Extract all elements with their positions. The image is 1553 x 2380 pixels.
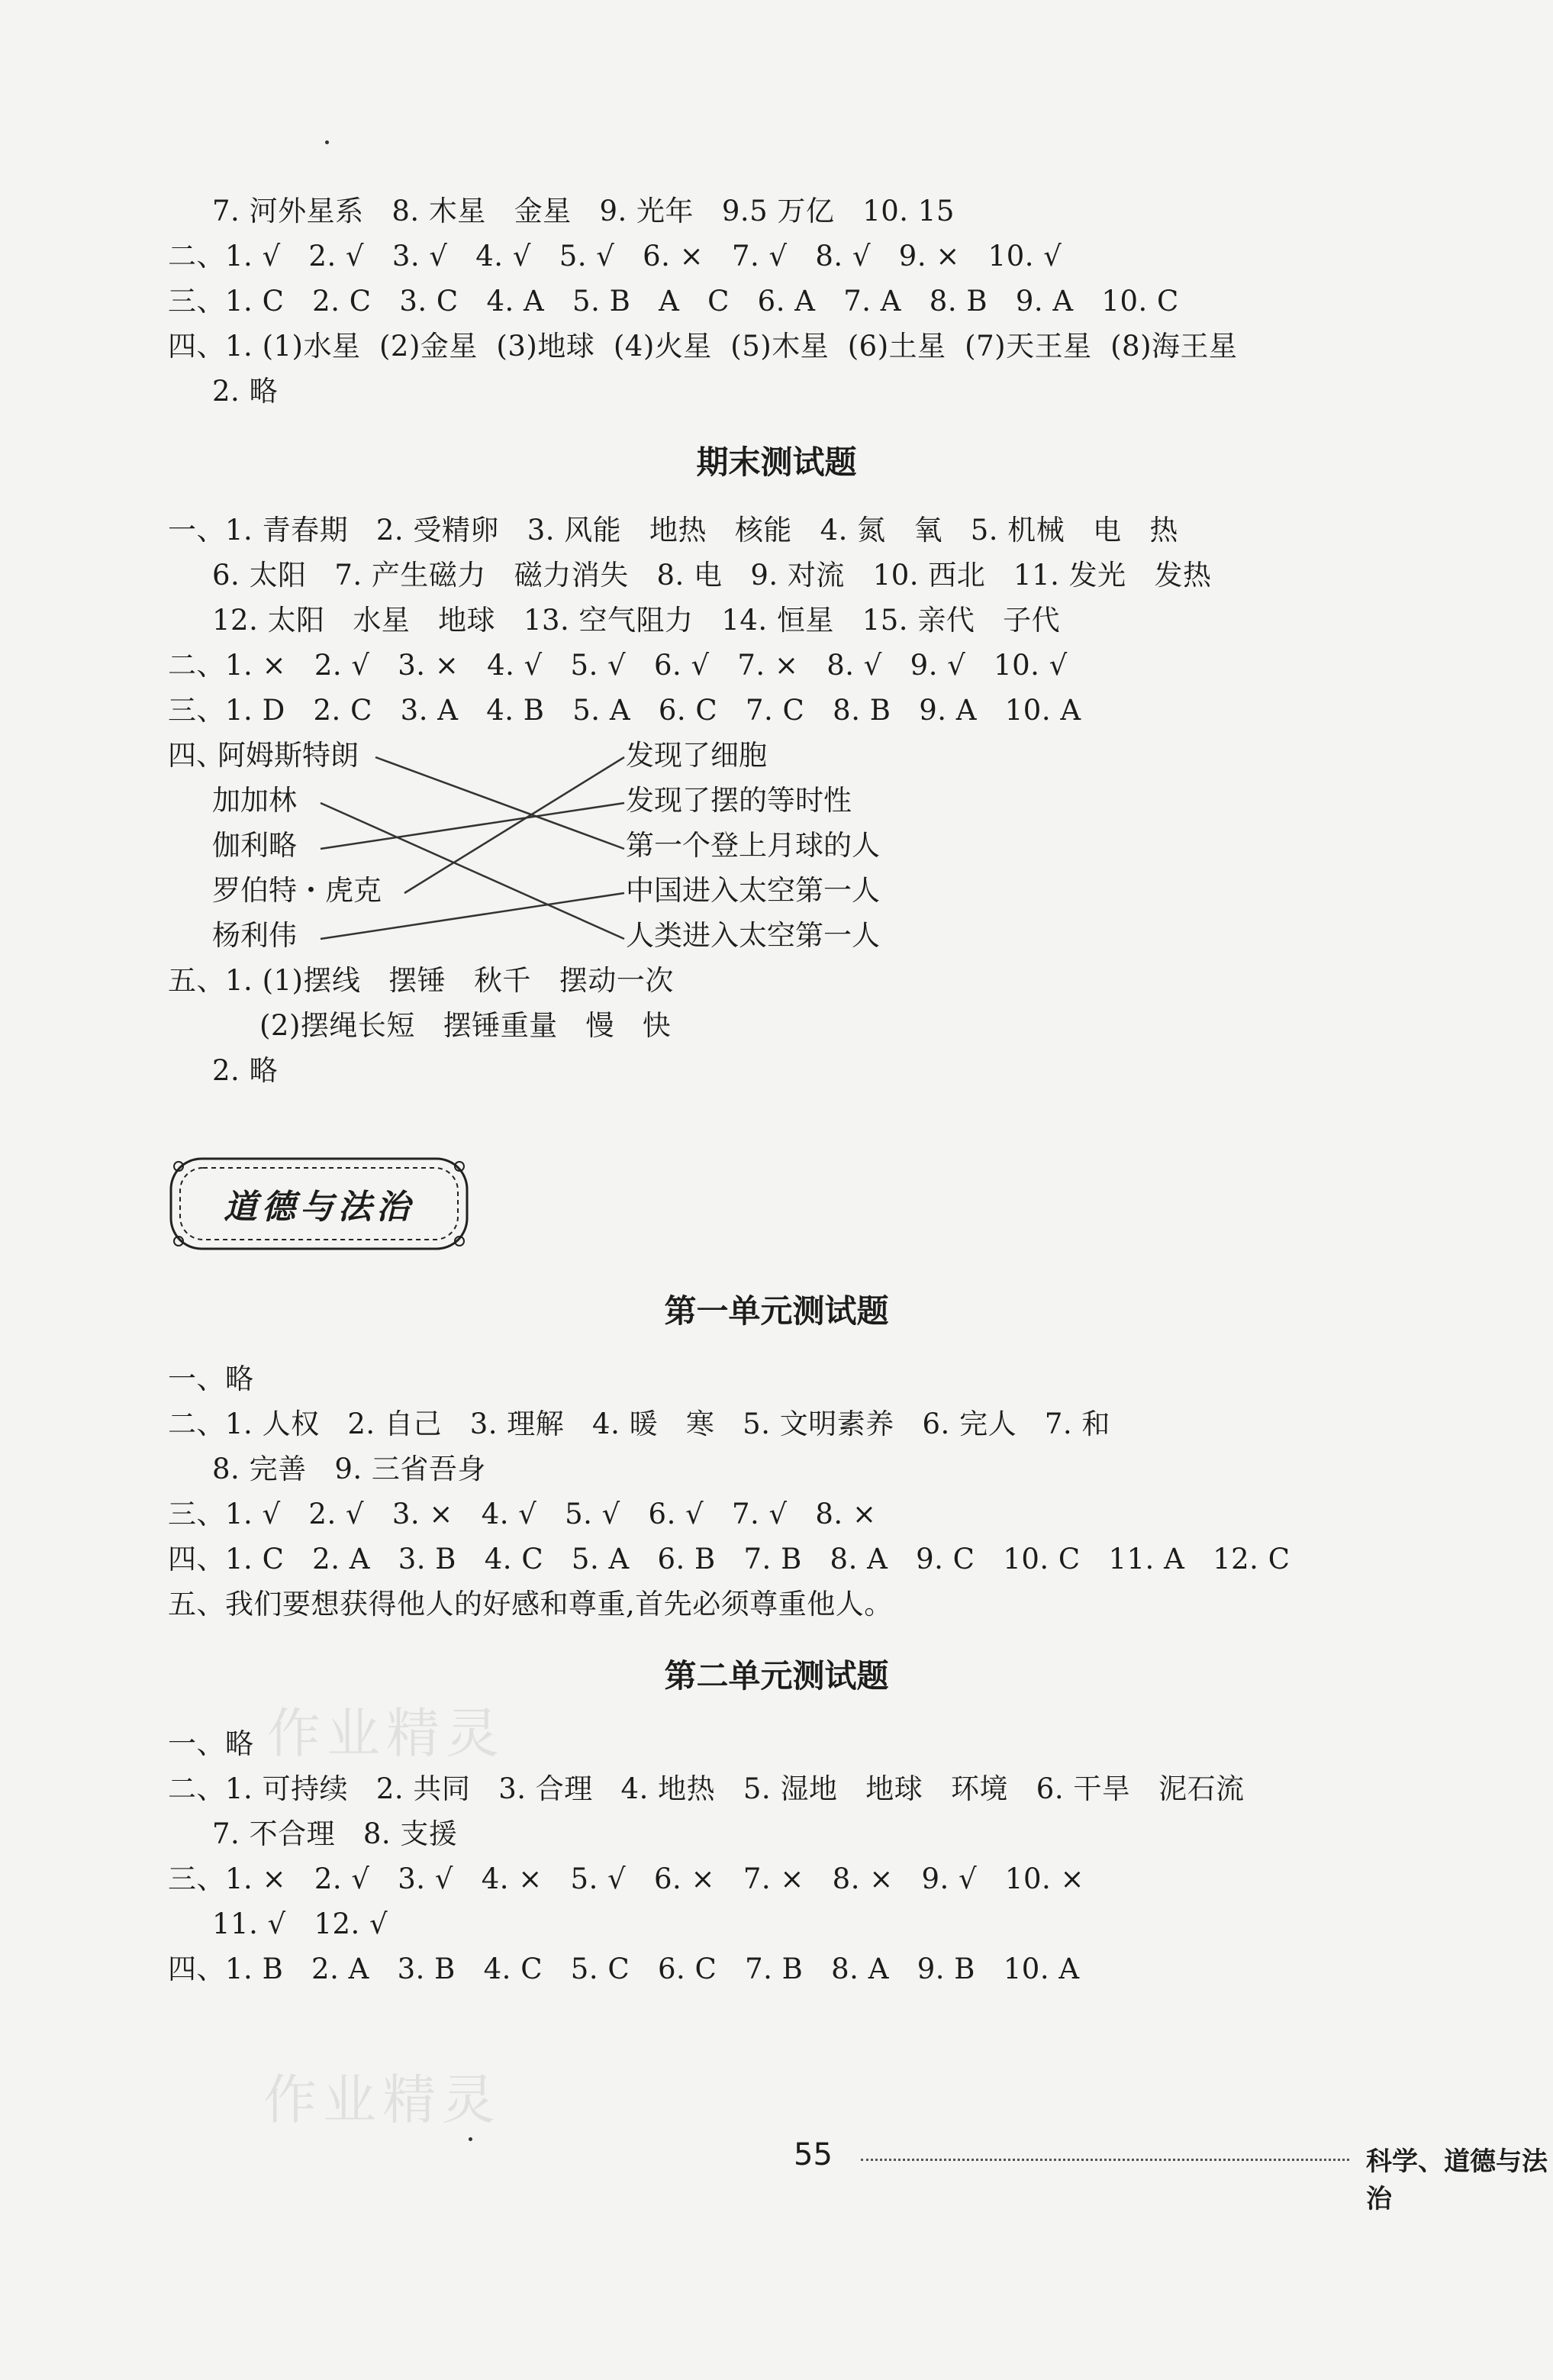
ft-part5-3: 2. 略 xyxy=(212,1054,279,1087)
ft-line-1: 一、1. 青春期 2. 受精卵 3. 风能 地热 核能 4. 氮 氧 5. 机械 电 热 xyxy=(168,514,1178,547)
watermark-1: 作业精灵 xyxy=(267,1702,505,1765)
watermark-2: 作业精灵 xyxy=(263,2069,501,2131)
u1-line-6: 五、我们要想获得他人的好感和尊重,首先必须尊重他人。 xyxy=(168,1588,893,1621)
s1-line-4: 四、1. (1)水星 (2)金星 (3)地球 (4)火星 (5)木星 (6)土星 (7)天王星 (8)海王星 xyxy=(168,330,1238,363)
u1-line-4: 三、1. √ 2. √ 3. × 4. √ 5. √ 6. √ 7. √ 8. × xyxy=(168,1498,877,1530)
match-left-1: 加加林 xyxy=(212,784,297,817)
footer-label: 科学、道德与法治 xyxy=(1366,2146,1548,2214)
match-line-hooke xyxy=(404,757,624,893)
u1-line-2: 二、1. 人权 2. 自己 3. 理解 4. 暖 寒 5. 文明素养 6. 完人 7. 和 xyxy=(168,1408,1110,1440)
final-test-title: 期末测试题 xyxy=(696,443,857,481)
s1-line-1: 7. 河外星系 8. 木星 金星 9. 光年 9.5 万亿 10. 15 xyxy=(212,195,955,227)
u1-line-3: 8. 完善 9. 三省吾身 xyxy=(212,1453,486,1485)
ft-line-4: 二、1. × 2. √ 3. × 4. √ 5. √ 6. √ 7. × 8. √ 9. √ 10. √ xyxy=(168,649,1068,682)
unit1-title: 第一单元测试题 xyxy=(664,1292,889,1330)
footer-divider xyxy=(861,2159,1349,2161)
subject-banner xyxy=(166,1154,472,1253)
match-line-galileo xyxy=(321,803,624,849)
match-left-3: 罗伯特・虎克 xyxy=(212,874,382,907)
u1-line-1: 一、略 xyxy=(168,1363,254,1395)
match-left-2: 伽利略 xyxy=(212,829,297,862)
ft-line-3: 12. 太阳 水星 地球 13. 空气阻力 14. 恒星 15. 亲代 子代 xyxy=(212,604,1061,637)
unit2-title: 第二单元测试题 xyxy=(664,1657,889,1695)
speck xyxy=(469,2137,472,2141)
match-right-4: 人类进入太空第一人 xyxy=(626,919,880,952)
u2-line-5: 11. √ 12. √ xyxy=(212,1908,388,1940)
matching-prefix: 四、 xyxy=(168,739,224,772)
match-right-2: 第一个登上月球的人 xyxy=(626,829,880,862)
match-right-1: 发现了摆的等时性 xyxy=(626,784,852,817)
ft-part5-1: 五、1. (1)摆线 摆锤 秋千 摆动一次 xyxy=(168,964,674,997)
u2-line-3: 7. 不合理 8. 支援 xyxy=(212,1817,458,1850)
match-line-gagarin xyxy=(321,803,624,939)
match-line-yang xyxy=(321,893,624,939)
page-number: 55 xyxy=(794,2137,833,2172)
match-left-4: 杨利伟 xyxy=(212,919,297,952)
s1-line-3: 三、1. C 2. C 3. C 4. A 5. B A C 6. A 7. A 8. B 9. A 10. C xyxy=(168,285,1179,318)
ft-part5-2: (2)摆绳长短 摆锤重量 慢 快 xyxy=(259,1009,672,1042)
match-left-0: 阿姆斯特朗 xyxy=(217,739,359,772)
u2-line-1: 一、略 xyxy=(168,1727,254,1760)
s1-line-2: 二、1. √ 2. √ 3. √ 4. √ 5. √ 6. × 7. √ 8. √ 9. × 10. √ xyxy=(168,240,1062,273)
matching-lines xyxy=(0,0,1553,992)
match-right-3: 中国进入太空第一人 xyxy=(626,874,880,907)
u2-line-2: 二、1. 可持续 2. 共同 3. 合理 4. 地热 5. 湿地 地球 环境 6. 干旱 泥石流 xyxy=(168,1772,1245,1805)
ft-line-2: 6. 太阳 7. 产生磁力 磁力消失 8. 电 9. 对流 10. 西北 11. 发光 发热 xyxy=(212,559,1212,592)
match-right-0: 发现了细胞 xyxy=(626,739,767,772)
banner-label: 道德与法治 xyxy=(224,1188,414,1227)
ft-line-5: 三、1. D 2. C 3. A 4. B 5. A 6. C 7. C 8. B 9. A 10. A xyxy=(168,694,1081,727)
s1-line-5: 2. 略 xyxy=(212,375,279,408)
u2-line-4: 三、1. × 2. √ 3. √ 4. × 5. √ 6. × 7. × 8. × 9. √ 10. × xyxy=(168,1862,1085,1895)
u1-line-5: 四、1. C 2. A 3. B 4. C 5. A 6. B 7. B 8. A 9. C 10. C 11. A 12. C xyxy=(168,1543,1290,1575)
u2-line-6: 四、1. B 2. A 3. B 4. C 5. C 6. C 7. B 8. A 9. B 10. A xyxy=(168,1953,1080,1985)
